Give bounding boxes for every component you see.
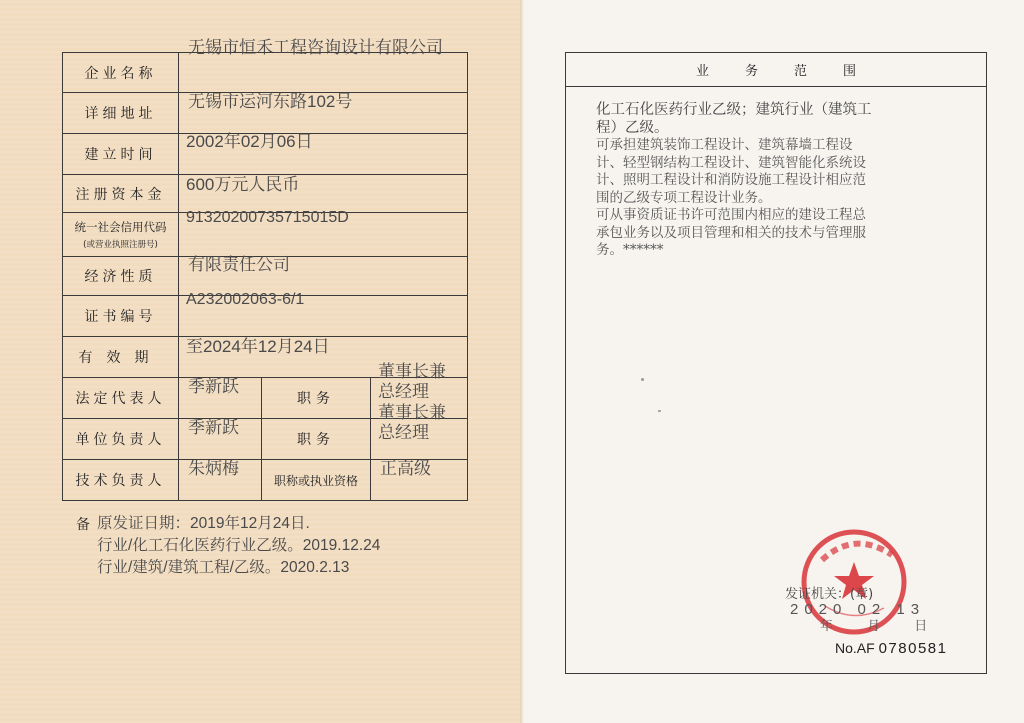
scope-line: 可从事资质证书许可范围内相应的建设工程总: [596, 207, 866, 223]
business-scope-title: 业务范围: [695, 64, 892, 79]
label-credit-code-line1: 统一社会信用代码: [74, 220, 167, 234]
label-tech-head: 技术负责人: [63, 460, 179, 500]
label-unit-head: 单位负责人: [63, 419, 179, 459]
value-unit-head-position: [378, 403, 468, 443]
scope-main-line: 化工石化医药行业乙级；建筑行业（建筑工: [596, 102, 872, 118]
label-company-name: 企业名称: [63, 53, 179, 92]
value-validity: 至2024年12月24日: [186, 337, 330, 356]
value-unit-head-position-line1: 董事长兼: [378, 403, 446, 422]
business-scope-header: [566, 53, 986, 87]
remarks-line: 行业/化工石化医药行业乙级。2019.12.24: [97, 537, 381, 554]
issue-date-units: 年 月 日: [820, 619, 928, 634]
label-address: 详细地址: [63, 93, 179, 133]
value-legal-rep-position-line2: 总经理: [378, 382, 429, 401]
value-founded: 2002年02月06日: [186, 132, 313, 151]
label-legal-rep: 法定代表人: [63, 378, 179, 418]
page-fold: [520, 0, 524, 723]
label-validity: 有效期: [63, 337, 179, 377]
label-founded: 建立时间: [63, 134, 179, 174]
value-legal-rep-position-line1: 董事长兼: [378, 362, 446, 381]
scope-line: 承包业务以及项目管理和相关的技术与管理服: [596, 224, 866, 241]
issue-date: 2020 02 13: [790, 601, 926, 618]
label-legal-rep-position: 职务: [261, 378, 371, 418]
scope-main-line: 程）乙级。: [596, 119, 669, 136]
scope-line: 可承担建筑装饰工程设计、建筑幕墙工程设: [596, 137, 853, 153]
speck: [658, 410, 661, 412]
business-scope-text: [596, 102, 941, 260]
speck: [641, 378, 644, 381]
value-tech-head-title: 正高级: [380, 459, 431, 478]
remarks-label: 备: [76, 517, 90, 533]
value-address: 无锡市运河东路102号: [188, 92, 353, 111]
value-company-name: 无锡市恒禾工程咨询设计有限公司: [188, 38, 443, 57]
certificate-number-value: 0780581: [878, 640, 948, 657]
remarks-line: 原发证日期：2019年12月24日.: [97, 515, 310, 532]
label-capital: 注册资本金: [63, 175, 179, 212]
scope-line: 务。******: [596, 242, 664, 258]
label-credit-code-line2: (或营业执照注册号): [83, 240, 158, 250]
issuing-authority-label: 发证机关：(章): [785, 587, 874, 602]
label-credit-code: [63, 213, 179, 256]
certificate-number-prefix: No.AF: [835, 640, 875, 656]
value-legal-rep-position: [378, 362, 468, 402]
scope-line: 围的乙级专项工程设计业务。: [596, 189, 772, 206]
value-unit-head-position-line2: 总经理: [378, 423, 429, 442]
value-ownership: 有限责任公司: [188, 255, 290, 274]
value-credit-code: 91320200735715015D: [186, 209, 349, 226]
label-unit-head-position: 职务: [261, 419, 371, 459]
value-tech-head: 朱炳梅: [188, 459, 239, 478]
remarks-text: [97, 513, 380, 579]
scope-line: 计、轻型钢结构工程设计、建筑智能化系统设: [596, 154, 866, 171]
scope-line: 计、照明工程设计和消防设施工程设计相应范: [596, 172, 866, 188]
remarks-line: 行业/建筑/建筑工程/乙级。2020.2.13: [97, 559, 350, 576]
value-capital: 600万元人民币: [186, 175, 300, 194]
label-tech-head-title: 职称或执业资格: [261, 460, 371, 500]
label-ownership: 经济性质: [63, 257, 179, 295]
value-unit-head: 季新跃: [188, 418, 239, 437]
label-cert-number: 证书编号: [63, 296, 179, 336]
value-cert-number: A232002063-6/1: [186, 291, 305, 308]
value-legal-rep: 季新跃: [188, 377, 239, 396]
certificate-number: [835, 640, 947, 657]
